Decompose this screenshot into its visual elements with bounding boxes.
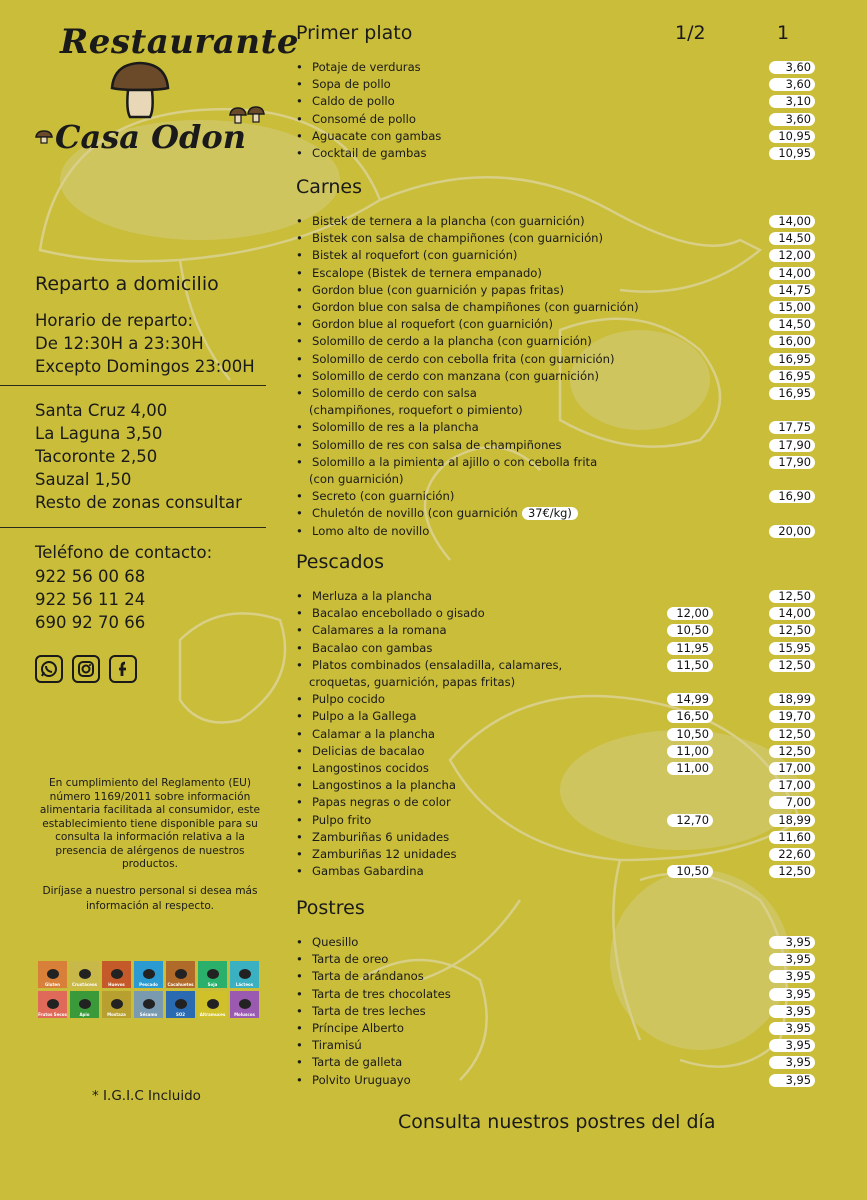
menu-item-name: Papas negras o de color	[312, 795, 451, 810]
menu-item	[296, 691, 816, 708]
menu-item-name: Pulpo cocido	[312, 692, 386, 707]
bullet: •	[296, 386, 303, 400]
menu-item-name: Calamares a la romana	[312, 623, 447, 638]
menu-item	[296, 93, 816, 110]
menu-item	[296, 968, 816, 985]
allergen-legal-text: En cumplimiento del Reglamento (EU) número 1169/2011 sobre información alimentaria facilitada al consumidor, este establecimiento tiene disponible para su consulta la información relativa a la presencia de alérgenos de nuestros productos.	[39, 777, 261, 870]
menu-item	[296, 213, 816, 230]
menu-item	[296, 145, 816, 162]
price-full: 14,00	[769, 267, 815, 280]
menu-item-name: Zamburiñas 6 unidades	[312, 829, 450, 844]
menu-item-name: Zamburiñas 12 unidades	[312, 847, 457, 861]
menu-item	[296, 454, 816, 486]
allergen-icon	[198, 961, 227, 988]
phone-number[interactable]: 922 56 00 68	[35, 567, 146, 586]
bullet: •	[296, 128, 303, 143]
menu-item-name: Bacalao encebollado o gisado	[312, 606, 485, 621]
menu-item	[296, 760, 816, 777]
bullet: •	[296, 726, 303, 741]
phone-number[interactable]: 922 56 11 24	[35, 590, 146, 609]
bullet: •	[296, 657, 303, 672]
allergen-label: Soja	[207, 982, 218, 987]
menu-item-price-note: 37€/kg)	[522, 507, 578, 520]
menu-item-name: Bistek con salsa de champiñones (con guarnición)	[312, 231, 604, 246]
bullet: •	[296, 795, 303, 810]
menu-item	[296, 1037, 816, 1054]
menu-item-name: Secreto (con guarnición)	[312, 489, 455, 504]
allergen-contact-text: Diríjase a nuestro personal si desea más información al respecto.	[42, 885, 258, 912]
allergen-label: Mostaza	[107, 1012, 126, 1017]
menu-item	[296, 777, 816, 794]
bullet: •	[296, 1021, 303, 1035]
allergen-icon	[230, 991, 259, 1018]
bullet: •	[296, 351, 303, 366]
menu-item-name: Gordon blue al roquefort (con guarnición)	[312, 317, 554, 332]
price-full: 3,10	[769, 95, 815, 108]
menu-item	[296, 829, 816, 846]
price-full: 12,50	[769, 865, 815, 878]
menu-item	[296, 1072, 816, 1089]
price-full: 17,75	[769, 421, 815, 434]
menu-item	[296, 333, 816, 350]
menu-item	[296, 743, 816, 760]
bullet: •	[296, 952, 303, 967]
bullet: •	[296, 606, 303, 621]
menu-item-name: Platos combinados (ensaladilla, calamares,	[312, 657, 563, 672]
price-full: 14,50	[769, 318, 815, 331]
bullet: •	[296, 282, 303, 297]
menu-item	[296, 385, 816, 417]
allergen-symbol-icon	[143, 969, 155, 979]
allergen-label: Crustáceos	[72, 982, 97, 987]
menu-item-subtitle: (champiñones, roquefort o pimiento)	[309, 403, 523, 417]
bullet: •	[296, 231, 303, 246]
delivery-hours-line: De 12:30H a 23:30H	[35, 334, 204, 353]
price-full: 3,95	[769, 1074, 815, 1087]
price-full: 14,50	[769, 232, 815, 245]
menu-item-name: Consomé de pollo	[312, 111, 416, 126]
menu-item-name: Langostinos cocidos	[312, 761, 429, 775]
menu-item	[296, 986, 816, 1003]
menu-item-name: Solomillo de cerdo con salsa	[312, 386, 477, 400]
menu-item-name: Gordon blue (con guarnición y papas fritas)	[312, 282, 565, 297]
menu-item-name: Quesillo	[312, 935, 359, 949]
igic-note: * I.G.I.C Incluido	[92, 1088, 201, 1104]
menu-item	[296, 1054, 816, 1071]
allergen-icon	[70, 961, 99, 988]
bullet: •	[296, 94, 303, 109]
allergen-icon	[134, 991, 163, 1018]
allergen-icon	[38, 961, 67, 988]
price-full: 3,95	[769, 1039, 815, 1052]
bullet: •	[296, 829, 303, 844]
bullet: •	[296, 623, 303, 638]
bullet: •	[296, 1055, 303, 1070]
menu-item-subtitle: croquetas, guarnición, papas fritas)	[309, 674, 516, 689]
allergen-symbol-icon	[143, 999, 155, 1009]
allergen-symbol-icon	[111, 999, 123, 1009]
menu-item-name: Solomillo de res a la plancha	[312, 420, 479, 435]
price-full: 18,99	[769, 814, 815, 827]
allergen-label: Lácteos	[235, 982, 254, 987]
menu-item-name: Escalope (Bistek de ternera empanado)	[312, 265, 542, 280]
bullet: •	[296, 420, 303, 435]
allergen-symbol-icon	[111, 969, 123, 979]
allergen-symbol-icon	[239, 969, 251, 979]
section-title-carnes: Carnes	[296, 176, 363, 198]
menu-item	[296, 419, 816, 436]
menu-item-name: Tarta de tres chocolates	[312, 986, 451, 1001]
logo-line-restaurante: Restaurante	[60, 22, 299, 62]
restaurant-logo	[30, 18, 299, 168]
bullet: •	[296, 1003, 303, 1018]
allergen-label: Huevos	[108, 982, 125, 987]
price-full: 3,60	[769, 78, 815, 91]
allergen-icon	[70, 991, 99, 1018]
bullet: •	[296, 334, 303, 349]
logo-line-casa-odon: Casa Odon	[55, 118, 246, 156]
price-half: 10,50	[667, 865, 713, 878]
menu-item-name: Tarta de tres leches	[312, 1003, 426, 1018]
price-half: 10,50	[667, 728, 713, 741]
menu-item-name: Merluza a la plancha	[312, 589, 433, 603]
price-full: 3,60	[769, 113, 815, 126]
column-header-full: 1	[777, 22, 790, 44]
bullet: •	[296, 692, 303, 707]
price-full: 3,95	[769, 1022, 815, 1035]
bullet: •	[296, 761, 303, 775]
menu-item	[296, 76, 816, 93]
price-half: 11,00	[667, 745, 713, 758]
allergen-symbol-icon	[175, 969, 187, 979]
allergen-icons-grid	[38, 961, 262, 1018]
column-header-half: 1/2	[675, 22, 706, 44]
menu-item	[296, 657, 816, 689]
zone-price: Sauzal 1,50	[35, 470, 132, 489]
menu-item-name: Chuletón de novillo (con guarnición	[312, 506, 518, 521]
bullet: •	[296, 317, 303, 332]
price-full: 16,95	[769, 353, 815, 366]
allergen-icon	[166, 991, 195, 1018]
price-full: 3,95	[769, 936, 815, 949]
allergen-icon	[102, 961, 131, 988]
menu-item	[296, 934, 816, 951]
menu-item	[296, 368, 816, 385]
price-full: 11,60	[769, 831, 815, 844]
bullet: •	[296, 743, 303, 758]
allergen-symbol-icon	[207, 999, 219, 1009]
allergen-label: Cacahuetes	[167, 982, 194, 987]
price-full: 12,50	[769, 728, 815, 741]
menu-item	[296, 265, 816, 282]
bullet: •	[296, 589, 303, 603]
price-full: 16,90	[769, 490, 815, 503]
price-full: 12,00	[769, 249, 815, 262]
menu-item-name: Gordon blue con salsa de champiñones (con guarnición)	[312, 300, 639, 314]
allergen-label: SO2	[175, 1012, 186, 1017]
menu-item	[296, 128, 816, 145]
menu-item	[296, 640, 816, 657]
menu-item	[296, 488, 816, 505]
price-full: 7,00	[769, 796, 815, 809]
menu-item	[296, 846, 816, 863]
facebook-icon[interactable]	[109, 655, 137, 683]
menu-item-name: Calamar a la plancha	[312, 726, 436, 741]
price-full: 3,95	[769, 1056, 815, 1069]
price-full: 3,95	[769, 1005, 815, 1018]
price-full: 16,95	[769, 387, 815, 400]
allergen-symbol-icon	[239, 999, 251, 1009]
bullet: •	[296, 214, 303, 228]
delivery-zones	[35, 399, 242, 514]
allergen-symbol-icon	[175, 999, 187, 1009]
price-half: 11,50	[667, 659, 713, 672]
menu-item	[296, 282, 816, 299]
bullet: •	[296, 60, 303, 74]
menu-item	[296, 1020, 816, 1037]
allergen-symbol-icon	[207, 969, 219, 979]
price-full: 19,70	[769, 710, 815, 723]
menu-item-name: Tarta de oreo	[312, 952, 389, 967]
menu-item	[296, 247, 816, 264]
section-title-primer-plato: Primer plato	[296, 22, 413, 44]
allergen-label: Gluten	[45, 982, 60, 987]
allergen-label: Frutos Secos	[38, 1012, 67, 1017]
menu-item	[296, 1003, 816, 1020]
bullet: •	[296, 986, 303, 1001]
allergen-label: Altramuces	[199, 1012, 226, 1017]
bullet: •	[296, 146, 303, 160]
zone-price: La Laguna 3,50	[35, 424, 163, 443]
menu-item-name: Gambas Gabardina	[312, 864, 424, 879]
bullet: •	[296, 300, 303, 314]
allergen-symbol-icon	[47, 999, 59, 1009]
small-mushroom-left-icon	[34, 130, 54, 144]
menu-item-name: Príncipe Alberto	[312, 1021, 404, 1035]
contact-title: Teléfono de contacto:	[35, 543, 213, 562]
menu-item	[296, 622, 816, 639]
menu-item	[296, 951, 816, 968]
menu-item-name: Sopa de pollo	[312, 77, 391, 92]
price-full: 22,60	[769, 848, 815, 861]
mushroom-logo-icon	[108, 60, 172, 120]
zone-price: Santa Cruz 4,00	[35, 401, 168, 420]
menu-item-name: Langostinos a la plancha	[312, 778, 456, 793]
allergen-icon	[134, 961, 163, 988]
allergen-icon	[38, 991, 67, 1018]
menu-item	[296, 726, 816, 743]
section-title-pescados: Pescados	[296, 551, 385, 573]
allergen-symbol-icon	[79, 969, 91, 979]
price-full: 17,00	[769, 779, 815, 792]
menu-item	[296, 812, 816, 829]
allergen-icon	[230, 961, 259, 988]
instagram-icon[interactable]	[72, 655, 100, 683]
price-half: 12,70	[667, 814, 713, 827]
menu-item-name: Lomo alto de novillo	[312, 523, 430, 538]
price-full: 12,50	[769, 624, 815, 637]
menu-item-name: Bacalao con gambas	[312, 640, 433, 655]
menu-item	[296, 437, 816, 454]
price-full: 15,95	[769, 642, 815, 655]
menu-item	[296, 794, 816, 811]
phone-number[interactable]: 690 92 70 66	[35, 613, 146, 632]
price-full: 14,00	[769, 607, 815, 620]
price-full: 3,60	[769, 61, 815, 74]
bullet: •	[296, 969, 303, 984]
menu-item-name: Potaje de verduras	[312, 60, 421, 74]
delivery-title: Reparto a domicilio	[35, 273, 219, 295]
menu-item-name: Tarta de galleta	[312, 1055, 403, 1070]
price-full: 14,00	[769, 215, 815, 228]
bullet: •	[296, 778, 303, 793]
menu-item-name: Polvito Uruguayo	[312, 1072, 411, 1087]
divider	[0, 385, 266, 386]
menu-item-name: Tiramisú	[312, 1038, 362, 1053]
bullet: •	[296, 1072, 303, 1087]
price-full: 3,95	[769, 970, 815, 983]
menu-item-name: Pulpo frito	[312, 812, 372, 827]
allergen-label: Moluscos	[234, 1012, 255, 1017]
delivery-hours-line: Horario de reparto:	[35, 311, 194, 330]
bullet: •	[296, 368, 303, 383]
bullet: •	[296, 1038, 303, 1053]
price-half: 11,95	[667, 642, 713, 655]
allergen-icon	[198, 991, 227, 1018]
delivery-hours	[35, 309, 255, 378]
price-full: 16,00	[769, 335, 815, 348]
bullet: •	[296, 640, 303, 655]
bullet: •	[296, 437, 303, 452]
info-sidebar	[0, 0, 299, 1200]
divider	[0, 527, 266, 528]
menu-item-name: Aguacate con gambas	[312, 128, 442, 143]
bullet: •	[296, 812, 303, 827]
menu-item-name: Tarta de arándanos	[312, 969, 424, 984]
allergen-label: Sésamo	[139, 1012, 158, 1017]
bullet: •	[296, 847, 303, 861]
menu-item	[296, 708, 816, 725]
price-half: 12,00	[667, 607, 713, 620]
menu-item-name: Solomillo de cerdo con cebolla frita (con guarnición)	[312, 351, 615, 366]
price-full: 14,75	[769, 284, 815, 297]
phone-list	[35, 565, 145, 634]
price-half: 14,99	[667, 693, 713, 706]
menu-item-name: Pulpo a la Gallega	[312, 709, 417, 724]
menu-item	[296, 588, 816, 605]
price-full: 12,50	[769, 659, 815, 672]
bullet: •	[296, 454, 303, 469]
price-full: 20,00	[769, 525, 815, 538]
menu-item	[296, 111, 816, 128]
bullet: •	[296, 248, 303, 263]
bullet: •	[296, 77, 303, 92]
menu-item	[296, 523, 816, 540]
menu-item-name: Bistek al roquefort (con guarnición)	[312, 248, 518, 263]
bullet: •	[296, 265, 303, 280]
price-full: 10,95	[769, 130, 815, 143]
menu-item-name: Delicias de bacalao	[312, 743, 425, 758]
price-full: 3,95	[769, 988, 815, 1001]
allergen-icon	[102, 991, 131, 1018]
price-full: 3,95	[769, 953, 815, 966]
price-full: 15,00	[769, 301, 815, 314]
allergen-label: Apio	[79, 1012, 90, 1017]
menu-item	[296, 299, 816, 316]
social-links	[35, 655, 137, 683]
allergen-symbol-icon	[79, 999, 91, 1009]
menu-item-name: Solomillo de cerdo con manzana (con guarnición)	[312, 368, 599, 383]
zone-price: Tacoronte 2,50	[35, 447, 158, 466]
zone-price: Resto de zonas consultar	[35, 493, 242, 512]
delivery-hours-line: Excepto Domingos 23:00H	[35, 357, 255, 376]
allergen-symbol-icon	[47, 969, 59, 979]
section-title-postres: Postres	[296, 897, 365, 919]
menu-item-name: Solomillo a la pimienta al ajillo o con cebolla frita	[312, 454, 598, 469]
price-half: 11,00	[667, 762, 713, 775]
bullet: •	[296, 523, 303, 538]
bullet: •	[296, 935, 303, 949]
whatsapp-icon[interactable]	[35, 655, 63, 683]
price-full: 12,50	[769, 745, 815, 758]
menu-item	[296, 351, 816, 368]
allergen-label: Pescado	[139, 982, 158, 987]
price-half: 16,50	[667, 710, 713, 723]
menu-item	[296, 605, 816, 622]
menu-item-name: Caldo de pollo	[312, 94, 395, 109]
menu-item	[296, 505, 816, 522]
menu-item	[296, 863, 816, 880]
menu-item	[296, 316, 816, 333]
price-half: 10,50	[667, 624, 713, 637]
price-full: 17,90	[769, 456, 815, 469]
menu-item-name: Solomillo de res con salsa de champiñones	[312, 437, 562, 452]
bullet: •	[296, 709, 303, 724]
bullet: •	[296, 506, 303, 521]
menu-item	[296, 59, 816, 76]
price-full: 18,99	[769, 693, 815, 706]
daily-desserts-note: Consulta nuestros postres del día	[398, 1111, 716, 1133]
menu-item	[296, 230, 816, 247]
price-full: 17,90	[769, 439, 815, 452]
price-full: 10,95	[769, 147, 815, 160]
price-full: 16,95	[769, 370, 815, 383]
price-full: 12,50	[769, 590, 815, 603]
menu-item-name: Bistek de ternera a la plancha (con guarnición)	[312, 214, 585, 228]
allergen-icon	[166, 961, 195, 988]
menu-item-name: Cocktail de gambas	[312, 146, 427, 160]
bullet: •	[296, 864, 303, 879]
menu-item-subtitle: (con guarnición)	[309, 471, 404, 486]
price-full: 17,00	[769, 762, 815, 775]
menu-item-name: Solomillo de cerdo a la plancha (con guarnición)	[312, 334, 592, 349]
bullet: •	[296, 489, 303, 504]
bullet: •	[296, 111, 303, 126]
